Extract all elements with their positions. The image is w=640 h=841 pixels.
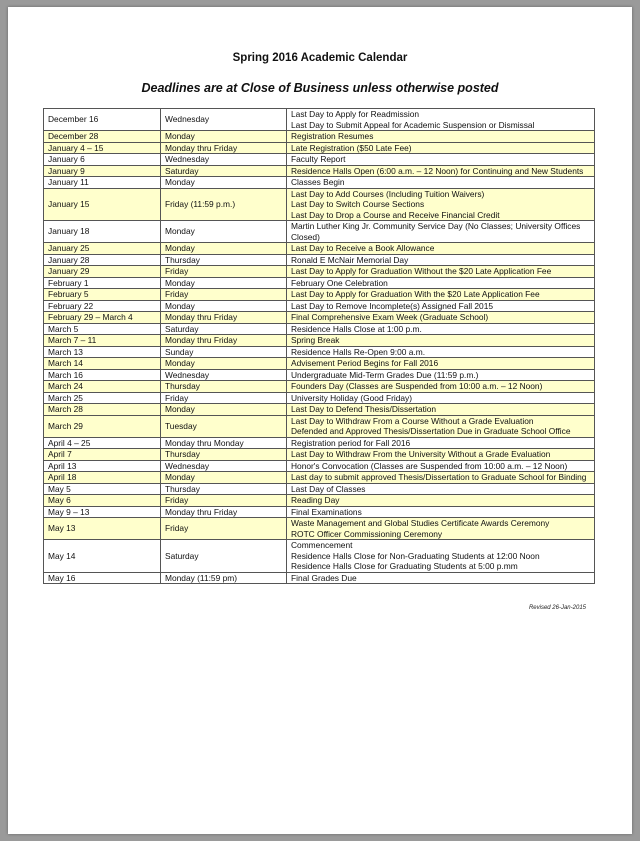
event-line: University Holiday (Good Friday) (291, 392, 413, 403)
table-row (44, 154, 595, 166)
event-line: Ronald E McNair Memorial Day (291, 254, 409, 265)
date-cell: February 5 (44, 289, 161, 301)
day-cell: Sunday (161, 346, 287, 358)
day-cell: Thursday (161, 381, 287, 393)
day-cell: Monday (161, 277, 287, 289)
day-cell: Monday (161, 300, 287, 312)
event-cell (287, 266, 595, 278)
date-cell: March 28 (44, 404, 161, 416)
table-row (44, 381, 595, 393)
day-cell: Friday (161, 266, 287, 278)
date-cell: December 28 (44, 131, 161, 143)
event-cell (287, 404, 595, 416)
day-cell: Monday (161, 472, 287, 484)
event-line: Registration period for Fall 2016 (291, 437, 411, 448)
page-subtitle: Deadlines are at Close of Business unless otherwise posted (141, 81, 499, 95)
date-cell: April 7 (44, 449, 161, 461)
event-cell (287, 254, 595, 266)
event-line: Advisement Period Begins for Fall 2016 (291, 358, 439, 368)
day-cell: Saturday (161, 540, 287, 573)
day-cell: Monday thru Friday (161, 506, 287, 518)
table-row (44, 335, 595, 347)
day-cell: Monday thru Monday (161, 437, 287, 449)
event-line: Last Day to Apply for Readmission (291, 109, 420, 119)
date-cell: March 16 (44, 369, 161, 381)
date-cell: March 25 (44, 392, 161, 404)
day-cell: Friday (11:59 p.m.) (161, 188, 287, 221)
event-cell (287, 472, 595, 484)
event-line: Last Day to Withdraw From a Course Without a Grade Evaluation (291, 415, 534, 426)
table-row (44, 323, 595, 335)
event-cell (287, 300, 595, 312)
date-cell: March 5 (44, 323, 161, 335)
day-cell: Thursday (161, 449, 287, 461)
event-line: Last Day to Switch Course Sections (291, 199, 425, 209)
event-line: Last Day to Drop a Course and Receive Financial Credit (291, 209, 500, 220)
event-cell (287, 289, 595, 301)
day-cell: Friday (161, 289, 287, 301)
date-cell: May 14 (44, 540, 161, 573)
event-line: Residence Halls Close for Non-Graduating Students at 12:00 Noon (291, 550, 540, 561)
day-cell: Monday (161, 131, 287, 143)
event-cell (287, 483, 595, 495)
table-row (44, 358, 595, 370)
table-row (44, 483, 595, 495)
event-line: Final Grades Due (291, 572, 357, 583)
day-cell: Thursday (161, 254, 287, 266)
event-cell (287, 154, 595, 166)
date-cell: December 16 (44, 109, 161, 131)
revision-note: Revised 26-Jan-2015 (528, 605, 586, 611)
table-row (44, 221, 595, 243)
table-row (44, 312, 595, 324)
table-row (44, 415, 595, 437)
table-row (44, 131, 595, 143)
event-line: Faculty Report (291, 154, 346, 164)
day-cell: Wednesday (161, 109, 287, 131)
event-cell (287, 495, 595, 507)
date-cell: March 24 (44, 381, 161, 393)
table-row (44, 188, 595, 221)
date-cell: May 13 (44, 518, 161, 540)
event-cell (287, 109, 595, 131)
date-cell: January 28 (44, 254, 161, 266)
date-cell: January 15 (44, 188, 161, 221)
date-cell: May 16 (44, 572, 161, 584)
table-row (44, 142, 595, 154)
event-cell (287, 312, 595, 324)
table-row (44, 177, 595, 189)
table-row (44, 346, 595, 358)
date-cell: January 29 (44, 266, 161, 278)
event-line: Last day to submit approved Thesis/Dissertation to Graduate School for Binding (291, 472, 587, 482)
event-line: Spring Break (291, 335, 340, 345)
event-cell (287, 131, 595, 143)
table-row (44, 449, 595, 461)
event-line: Defended and Approved Thesis/Dissertation Due in Graduate School Office (291, 426, 571, 436)
day-cell: Friday (161, 518, 287, 540)
table-row (44, 369, 595, 381)
day-cell: Saturday (161, 323, 287, 335)
event-line: Last Day to Remove Incomplete(s) Assigned Fall 2015 (291, 300, 494, 311)
table-row (44, 289, 595, 301)
event-line: Founders Day (Classes are Suspended from 10:00 a.m. – 12 Noon) (291, 381, 543, 391)
day-cell: Monday thru Friday (161, 142, 287, 154)
date-cell: March 14 (44, 358, 161, 370)
day-cell: Monday (11:59 pm) (161, 572, 287, 584)
event-cell (287, 437, 595, 449)
date-cell: January 6 (44, 154, 161, 166)
date-cell: April 18 (44, 472, 161, 484)
table-row (44, 277, 595, 289)
day-cell: Friday (161, 495, 287, 507)
event-cell (287, 572, 595, 584)
table-row (44, 392, 595, 404)
date-cell: March 13 (44, 346, 161, 358)
day-cell: Thursday (161, 483, 287, 495)
calendar-table (43, 108, 595, 584)
event-cell (287, 369, 595, 381)
event-line: Registration Resumes (291, 131, 374, 141)
day-cell: Monday thru Friday (161, 312, 287, 324)
event-cell (287, 346, 595, 358)
event-line: Last Day to Submit Appeal for Academic Suspension or Dismissal (291, 119, 535, 130)
day-cell: Monday (161, 221, 287, 243)
day-cell: Friday (161, 392, 287, 404)
event-line: Classes Begin (291, 177, 345, 187)
event-cell (287, 188, 595, 221)
table-row (44, 506, 595, 518)
event-line: Waste Management and Global Studies Certificate Awards Ceremony (291, 518, 550, 528)
day-cell: Monday thru Friday (161, 335, 287, 347)
table-row (44, 540, 595, 573)
date-cell: May 9 – 13 (44, 506, 161, 518)
date-cell: January 11 (44, 177, 161, 189)
event-cell (287, 392, 595, 404)
date-cell: April 4 – 25 (44, 437, 161, 449)
date-cell: January 25 (44, 243, 161, 255)
table-row (44, 266, 595, 278)
event-line: Reading Day (291, 495, 340, 505)
event-cell (287, 277, 595, 289)
date-cell: February 1 (44, 277, 161, 289)
day-cell: Wednesday (161, 154, 287, 166)
table-row (44, 404, 595, 416)
calendar-table-body (44, 109, 595, 584)
day-cell: Tuesday (161, 415, 287, 437)
event-line: ROTC Officer Commissioning Ceremony (291, 528, 443, 539)
table-row (44, 518, 595, 540)
event-line: Residence Halls Re-Open 9:00 a.m. (291, 346, 426, 357)
event-line: Residence Halls Close at 1:00 p.m. (291, 323, 422, 334)
date-cell: April 13 (44, 460, 161, 472)
event-cell (287, 335, 595, 347)
event-line: Last Day of Classes (291, 483, 366, 494)
event-line: Last Day to Receive a Book Allowance (291, 243, 435, 253)
event-line: Last Day to Apply for Graduation With the $20 Late Application Fee (291, 289, 540, 299)
event-line: Last Day to Defend Thesis/Dissertation (291, 404, 437, 414)
table-row (44, 460, 595, 472)
date-cell: January 4 – 15 (44, 142, 161, 154)
event-cell (287, 243, 595, 255)
event-line: Residence Halls Open (6:00 a.m. – 12 Noon) for Continuing and New Students (291, 165, 584, 176)
event-cell (287, 381, 595, 393)
event-cell (287, 518, 595, 540)
event-line: Honor's Convocation (Classes are Suspended from 10:00 a.m. – 12 Noon) (291, 460, 568, 471)
event-cell (287, 221, 595, 243)
date-cell: March 29 (44, 415, 161, 437)
event-line: Final Examinations (291, 506, 362, 517)
event-line: Last Day to Add Courses (Including Tuition Waivers) (291, 188, 485, 199)
event-line: Last Day to Apply for Graduation Without the $20 Late Application Fee (291, 266, 552, 276)
page-title: Spring 2016 Academic Calendar (232, 52, 408, 64)
document-page (8, 7, 632, 834)
event-line: Undergraduate Mid-Term Grades Due (11:59 p.m.) (291, 369, 479, 380)
table-row (44, 243, 595, 255)
table-row (44, 254, 595, 266)
day-cell: Saturday (161, 165, 287, 177)
day-cell: Monday (161, 243, 287, 255)
event-cell (287, 165, 595, 177)
date-cell: January 18 (44, 221, 161, 243)
table-row (44, 437, 595, 449)
date-cell: March 7 – 11 (44, 335, 161, 347)
event-cell (287, 415, 595, 437)
event-cell (287, 460, 595, 472)
event-cell (287, 506, 595, 518)
event-line: Last Day to Withdraw From the University Without a Grade Evaluation (291, 449, 551, 459)
table-row (44, 109, 595, 131)
event-line: Commencement (291, 540, 353, 550)
day-cell: Monday (161, 358, 287, 370)
date-cell: January 9 (44, 165, 161, 177)
day-cell: Monday (161, 177, 287, 189)
event-cell (287, 358, 595, 370)
date-cell: February 29 – March 4 (44, 312, 161, 324)
table-row (44, 300, 595, 312)
day-cell: Wednesday (161, 460, 287, 472)
event-line: Late Registration ($50 Late Fee) (291, 142, 412, 153)
event-cell (287, 323, 595, 335)
date-cell: February 22 (44, 300, 161, 312)
event-cell (287, 177, 595, 189)
day-cell: Wednesday (161, 369, 287, 381)
event-line: Residence Halls Close for Graduating Students at 5:00 p.mm (291, 561, 518, 571)
event-line: Final Comprehensive Exam Week (Graduate School) (291, 312, 489, 322)
date-cell: May 5 (44, 483, 161, 495)
event-cell (287, 449, 595, 461)
day-cell: Monday (161, 404, 287, 416)
event-cell (287, 142, 595, 154)
event-cell (287, 540, 595, 573)
table-row (44, 165, 595, 177)
table-row (44, 572, 595, 584)
table-row (44, 472, 595, 484)
event-line: February One Celebration (291, 277, 388, 288)
event-line: Martin Luther King Jr. Community Service Day (No Classes; University Offices Closed) (291, 221, 581, 242)
date-cell: May 6 (44, 495, 161, 507)
table-row (44, 495, 595, 507)
